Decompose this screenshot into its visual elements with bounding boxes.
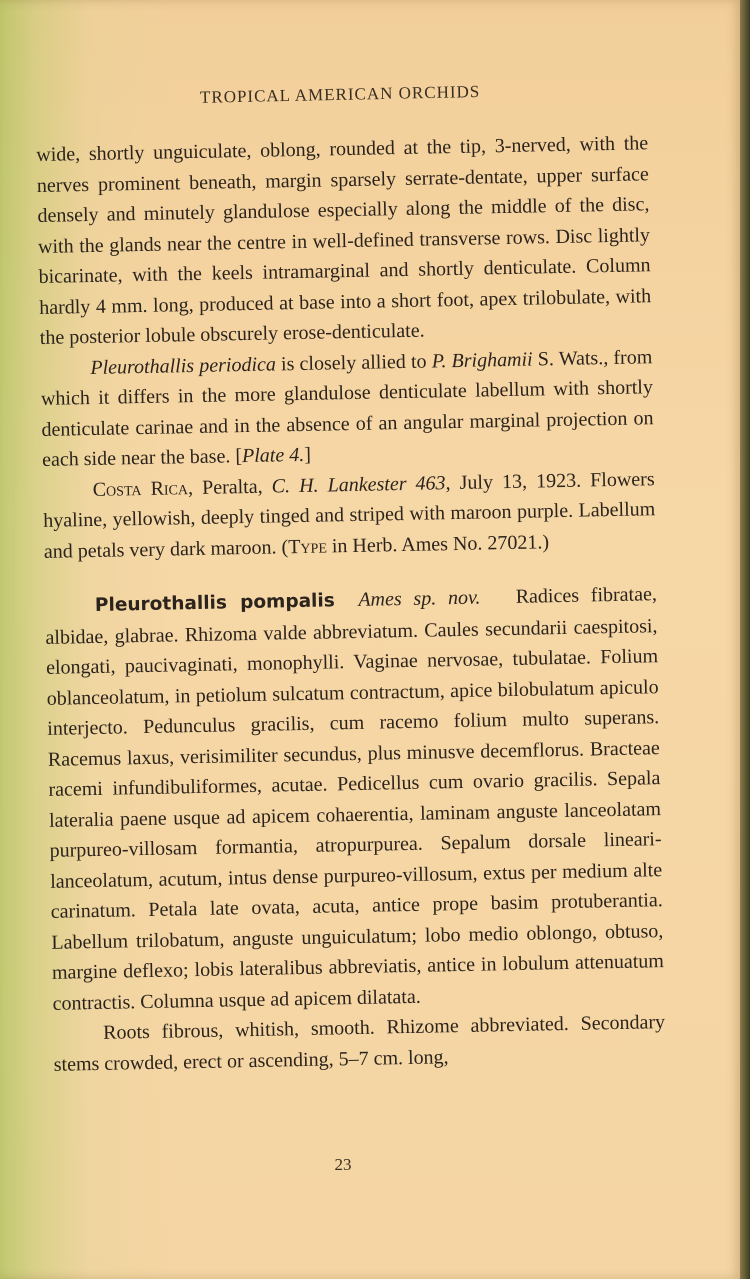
affinity-text-1: is closely allied to (275, 349, 432, 375)
body-text (36, 128, 666, 1080)
affinity-text-2: S. Wats., from which it differs in the more glandulose denticulate labellum with shortly denticulate carinae and in the absence of an angular marginal projection on each side near the base. [ (40, 345, 654, 471)
specimen-country: Costa Rica (92, 476, 189, 501)
compared-species: P. Brighamii (431, 348, 533, 372)
book-spine-edge (740, 0, 750, 1279)
affinity-paragraph (40, 342, 654, 476)
specimen-collector: C. H. Lankester 463 (271, 471, 446, 498)
type-label: Type (288, 534, 328, 558)
description-continuation: wide, shortly unguiculate, oblong, rounded at the tip, 3-nerved, with the nerves prominent beneath, margin sparsely serrate-dentate, upper surface densely and minutely glandulose especially along the middle of the disc, with the glands near the centre in well-defined transverse rows. Disc lightly bicarinate, with the keels intramarginal and shortly denticulate. Column hardly 4 mm. long, produced at base into a short foot, apex trilobulate, with the posterior lobule obscurely erose-denticulate. (36, 132, 652, 349)
latin-description: Radices fibratae, albidae, glabrae. Rhizoma valde abbreviatum. Caules secundarii caespitosi, elongati, paucivaginati, monophylli. Vaginae nervosae, tubulatae. Folium oblanceolatum, in petiolum sulcatum contractum, apice bilobulatum apiculo interjecto. Pedunculus gracilis, cum racemo folium multo superans. Racemus laxus, verisimiliter secundus, plus minusve decemflorus. Bracteae racemi infundibuliformes, acutae. Pedicellus cum ovario gracilis. Sepala lateralia paene usque ad apicem cohaerentia, laminam anguste lanceolatam purpureo-villosam formantia, atropurpurea. Sepalum dorsale lineari-lanceolatum, acutum, intus dense purpureo-villosum, extus per medium alte carinatum. Petala late ovata, acuta, antice prope basim protuberantia. Labellum trilobatum, anguste unguiculatum; lobo medio oblongo, obtuso, margine deflexo; lobis lateralibus abbreviatis, antice in lobulum attenuatum contractis. Columna usque ad apicem dilatata. (45, 583, 665, 1015)
running-head: TROPICAL AMERICAN ORCHIDS (199, 81, 481, 107)
species-name-italic: Pleurothallis periodica (90, 352, 277, 379)
specimen-date-notes: , July 13, 1923. Flowers hyaline, yellowish, deeply tinged and striped with maroon purple. Labellum and petals very dark maroon. ( (43, 467, 656, 563)
type-reference: in Herb. Ames No. 27021.) (326, 530, 550, 557)
new-species-paragraph (45, 579, 665, 1019)
new-species-authority: Ames sp. nov. (358, 586, 481, 611)
page-number: 23 (334, 1155, 352, 1174)
plate-reference: Plate 4. (241, 443, 305, 468)
specimen-locality: , Peralta, (187, 475, 272, 499)
english-description: Roots fibrous, whitish, smooth. Rhizome abbreviated. Secondary stems crowded, erect or ascending, 5–7 cm. long, (53, 1011, 666, 1076)
affinity-text-3: ] (304, 443, 312, 466)
new-species-name: Pleurothallis pompalis (94, 590, 335, 616)
specimen-paragraph (42, 464, 656, 567)
